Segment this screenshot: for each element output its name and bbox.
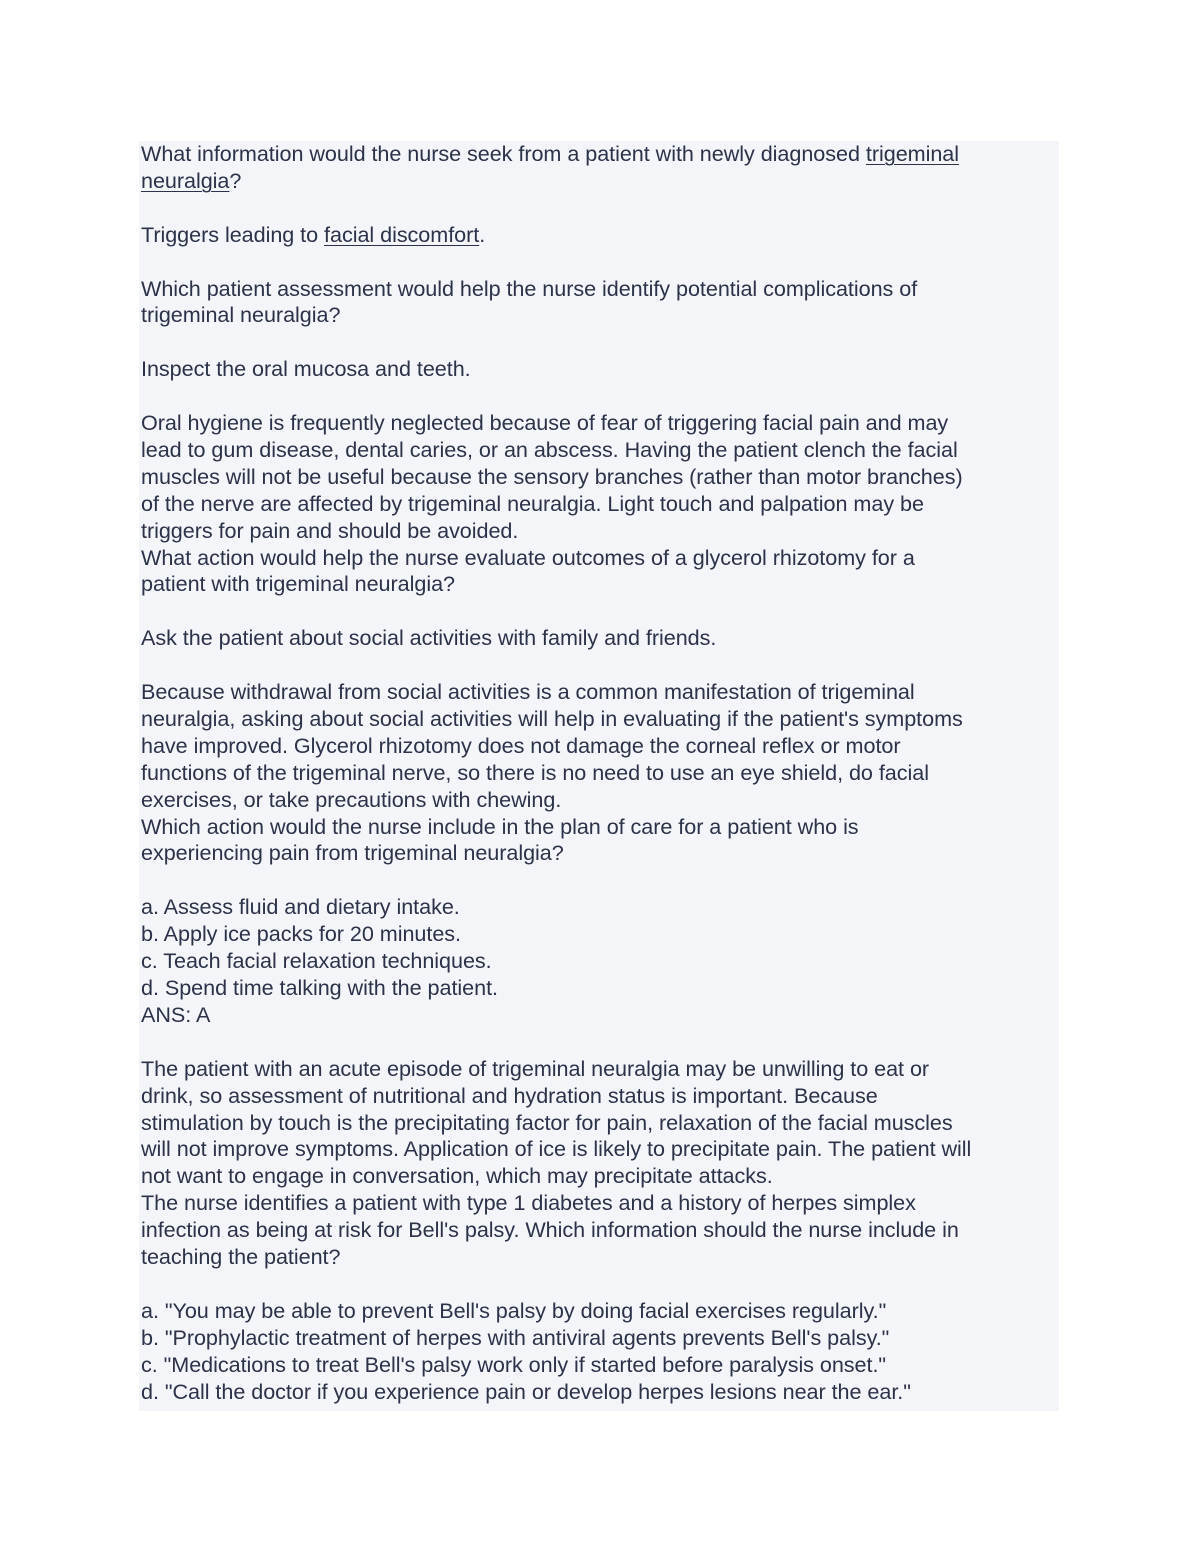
option-b: b. Apply ice packs for 20 minutes. bbox=[141, 921, 461, 947]
option-b: b. "Prophylactic treatment of herpes with antiviral agents prevents Bell's palsy." bbox=[141, 1324, 890, 1350]
question-2: Which patient assessment would help the nurse identify potential complications of trigeminal neuralgia? bbox=[141, 275, 918, 328]
answer-key: ANS: A bbox=[141, 1001, 211, 1027]
question-5: The nurse identifies a patient with type 1 diabetes and a history of herpes simplex infection as being at risk for Bell's palsy. Which information should the nurse include in teaching the patient? bbox=[141, 1190, 959, 1270]
rationale-2: Oral hygiene is frequently neglected because of fear of triggering facial pain and may lead to gum disease, dental caries, or an abscess. Having the patient clench the facial muscles will not be useful because the sensory branches (rather than motor branches) of the nerve are affected by trigeminal neuralgia. Light touch and palpation may be triggers for pain and should be avoided. bbox=[141, 410, 963, 543]
link-neuralgia[interactable]: neuralgia bbox=[141, 167, 230, 193]
answer-1: Triggers leading to facial discomfort. bbox=[141, 221, 486, 247]
rationale-4: The patient with an acute episode of trigeminal neuralgia may be unwilling to eat or drink, so assessment of nutritional and hydration status is important. Because stimulation by touch is the precipitating factor for pain, relaxation of the facial muscles will not improve symptoms. Application of ice is likely to precipitate pain. The patient will not want to engage in conversation, which may precipitate attacks. bbox=[141, 1055, 972, 1189]
question-4-options bbox=[141, 894, 1059, 1029]
answer-2: Inspect the oral mucosa and teeth. bbox=[141, 356, 471, 382]
question-5-options bbox=[141, 1298, 1059, 1406]
option-c: c. "Medications to treat Bell's palsy work only if started before paralysis onset." bbox=[141, 1351, 887, 1377]
option-c: c. Teach facial relaxation techniques. bbox=[141, 948, 492, 974]
link-trigeminal[interactable]: trigeminal bbox=[865, 141, 959, 166]
option-d: d. "Call the doctor if you experience pain or develop herpes lesions near the ear." bbox=[141, 1378, 911, 1404]
rationale-3: Because withdrawal from social activities is a common manifestation of trigeminal neuralgia, asking about social activities will help in evaluating if the patient's symptoms have improved. Glycerol rhizotomy does not damage the corneal reflex or motor functions of the trigeminal nerve, so there is no need to use an eye shield, do facial exercises, or take precautions with chewing. bbox=[141, 679, 963, 812]
option-a: a. "You may be able to prevent Bell's palsy by doing facial exercises regularly." bbox=[141, 1297, 887, 1323]
link-facial-discomfort[interactable]: facial discomfort bbox=[324, 221, 480, 247]
option-d: d. Spend time talking with the patient. bbox=[141, 974, 498, 1000]
document-text-block bbox=[139, 141, 1059, 1411]
answer-3: Ask the patient about social activities with family and friends. bbox=[141, 625, 717, 651]
question-1: What information would the nurse seek from a patient with newly diagnosed trigeminal neuralgia? bbox=[141, 141, 959, 193]
option-a: a. Assess fluid and dietary intake. bbox=[141, 894, 460, 920]
question-3: What action would help the nurse evaluate outcomes of a glycerol rhizotomy for a patient with trigeminal neuralgia? bbox=[141, 544, 915, 597]
question-4: Which action would the nurse include in the plan of care for a patient who is experiencing pain from trigeminal neuralgia? bbox=[141, 813, 859, 866]
